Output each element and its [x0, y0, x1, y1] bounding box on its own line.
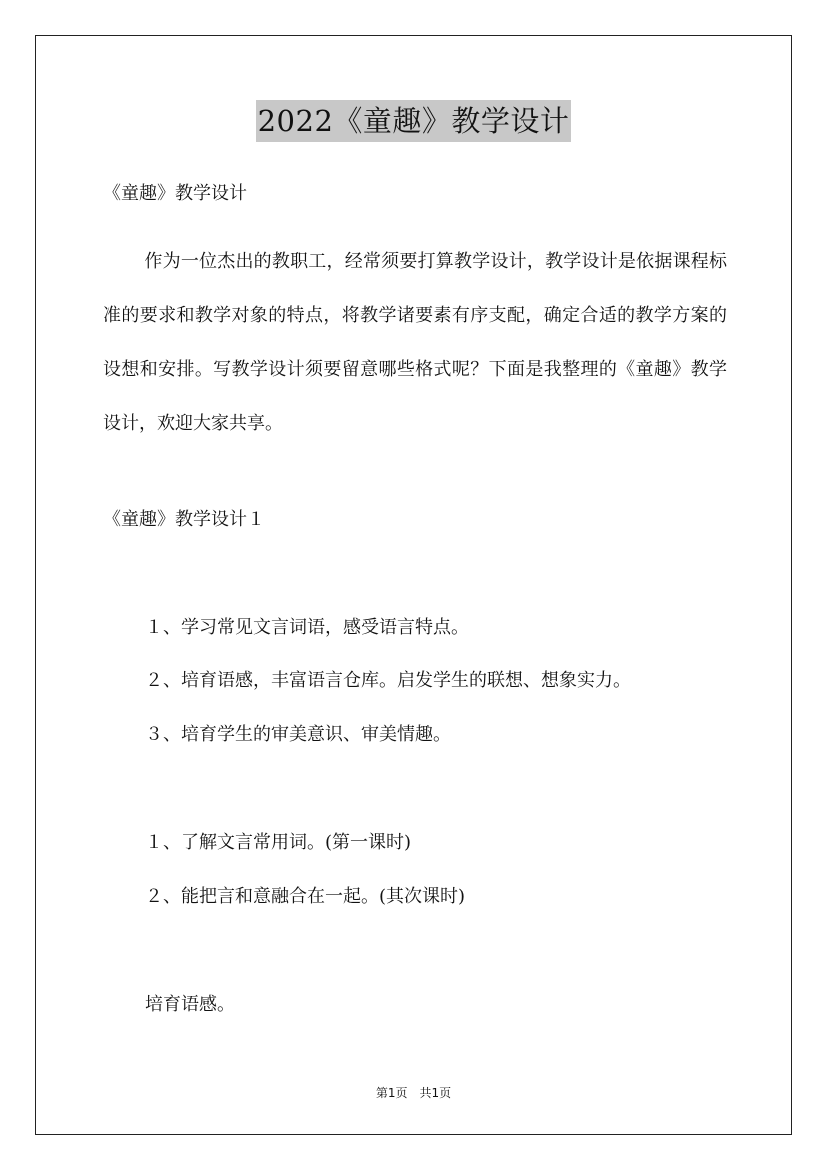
document-subtitle: 《童趣》教学设计	[103, 183, 247, 204]
difficulty-text: 培育语感。	[145, 994, 235, 1015]
document-title: 2022《童趣》教学设计	[256, 100, 572, 142]
key-point-item-2: ２、能把言和意融合在一起。(其次课时)	[145, 886, 466, 907]
page-footer: 第1页 共1页	[375, 1086, 452, 1100]
title-wrap	[0, 100, 827, 142]
key-point-item-1: １、了解文言常用词。(第一课时)	[145, 832, 412, 853]
goal-item-1: １、学习常见文言词语，感受语言特点。	[145, 617, 469, 638]
section-heading: 《童趣》教学设计１	[103, 509, 265, 530]
intro-paragraph: 作为一位杰出的教职工，经常须要打算教学设计，教学设计是依据课程标准的要求和教学对象的特点，将教学诸要素有序支配，确定合适的教学方案的设想和安排。写教学设计须要留意哪些格式呢？下面是我整理的《童趣》教学设计，欢迎大家共享。	[103, 251, 727, 434]
goal-item-3: ３、培育学生的审美意识、审美情趣。	[145, 724, 451, 745]
goal-item-2: ２、培育语感，丰富语言仓库。启发学生的联想、想象实力。	[145, 670, 631, 691]
